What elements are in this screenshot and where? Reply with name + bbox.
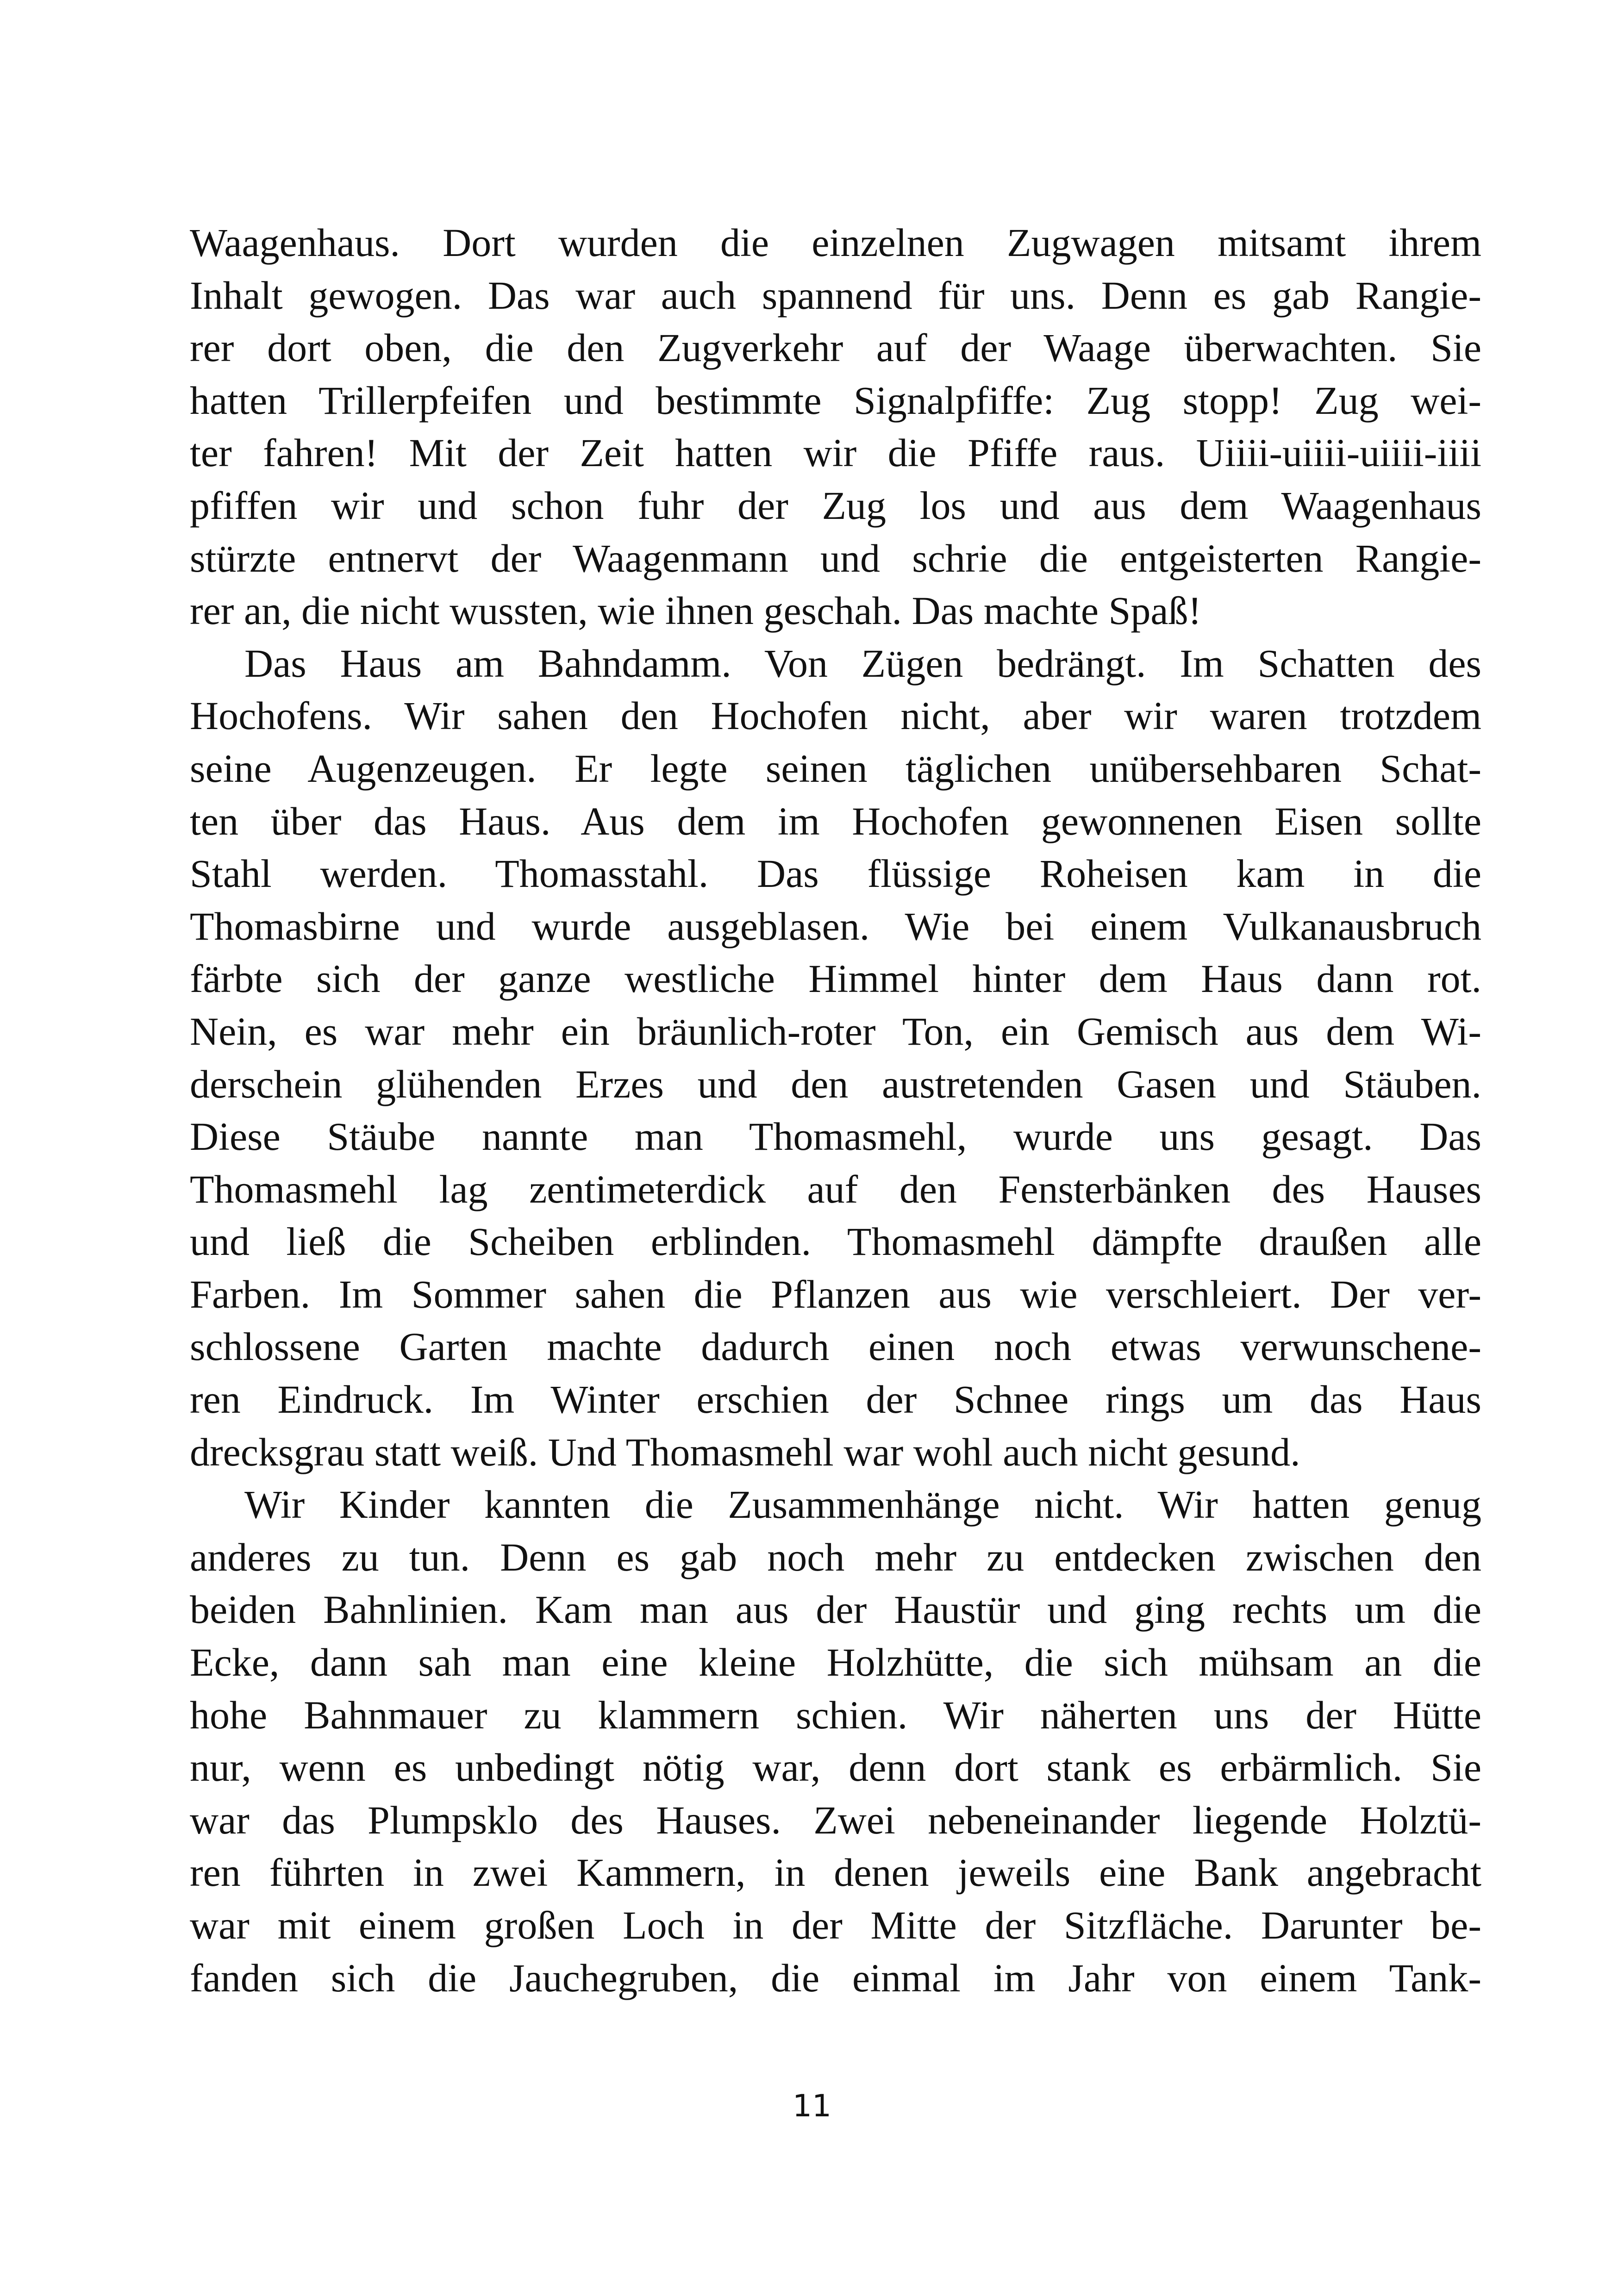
- text-line: Wir Kinder kannten die Zusammenhänge nicht. Wir hatten genug: [244, 1482, 1481, 1527]
- text-line: und ließ die Scheiben erblinden. Thomasmehl dämpfte draußen alle: [190, 1219, 1481, 1264]
- text-line: Waagenhaus. Dort wurden die einzelnen Zugwagen mitsamt ihrem: [190, 220, 1481, 265]
- body-text: [190, 217, 1481, 2004]
- text-line: rer an, die nicht wussten, wie ihnen geschah. Das machte Spaß!: [190, 588, 1202, 633]
- text-line: stürzte entnervt der Waagenmann und schrie die entgeisterten Rangie-: [190, 536, 1481, 580]
- text-line: pfiffen wir und schon fuhr der Zug los und aus dem Waagenhaus: [190, 483, 1481, 528]
- text-line: ren Eindruck. Im Winter erschien der Schnee rings um das Haus: [190, 1377, 1481, 1422]
- text-line: Thomasmehl lag zentimeterdick auf den Fensterbänken des Hauses: [190, 1166, 1481, 1211]
- text-line: Inhalt gewogen. Das war auch spannend für uns. Denn es gab Rangie-: [190, 273, 1481, 318]
- text-line: war mit einem großen Loch in der Mitte der Sitzfläche. Darunter be-: [190, 1903, 1481, 1947]
- text-line: Thomasbirne und wurde ausgeblasen. Wie bei einem Vulkanausbruch: [190, 904, 1481, 948]
- text-line: war das Plumpsklo des Hauses. Zwei nebeneinander liegende Holztü-: [190, 1797, 1481, 1842]
- text-line: rer dort oben, die den Zugverkehr auf der Waage überwachten. Sie: [190, 325, 1481, 370]
- text-line: hatten Trillerpfeifen und bestimmte Signalpfiffe: Zug stopp! Zug wei-: [190, 378, 1481, 423]
- text-line: ren führten in zwei Kammern, in denen jeweils eine Bank angebracht: [190, 1850, 1481, 1895]
- text-line: färbte sich der ganze westliche Himmel hinter dem Haus dann rot.: [190, 956, 1481, 1001]
- page-number: 11: [793, 2088, 831, 2124]
- text-line: fanden sich die Jauchegruben, die einmal im Jahr von einem Tank-: [190, 1955, 1481, 2000]
- text-line: derschein glühenden Erzes und den austretenden Gasen und Stäuben.: [190, 1061, 1481, 1106]
- text-line: ter fahren! Mit der Zeit hatten wir die Pfiffe raus. Uiiii-uiiii-uiiii-iiii: [190, 430, 1481, 475]
- text-line: seine Augenzeugen. Er legte seinen täglichen unübersehbaren Schat-: [190, 746, 1481, 791]
- text-line: drecksgrau statt weiß. Und Thomasmehl war wohl auch nicht gesund.: [190, 1429, 1300, 1474]
- text-line: Diese Stäube nannte man Thomasmehl, wurde uns gesagt. Das: [190, 1114, 1481, 1159]
- text-line: Ecke, dann sah man eine kleine Holzhütte, die sich mühsam an die: [190, 1640, 1481, 1685]
- text-line: Das Haus am Bahndamm. Von Zügen bedrängt. Im Schatten des: [244, 641, 1481, 686]
- text-line: schlossene Garten machte dadurch einen noch etwas verwunschene-: [190, 1324, 1481, 1369]
- paragraph: [190, 217, 1481, 637]
- text-line: Nein, es war mehr ein bräunlich-roter Ton, ein Gemisch aus dem Wi-: [190, 1009, 1481, 1054]
- text-line: Farben. Im Sommer sahen die Pflanzen aus wie verschleiert. Der ver-: [190, 1272, 1481, 1316]
- text-line: beiden Bahnlinien. Kam man aus der Haustür und ging rechts um die: [190, 1587, 1481, 1632]
- paragraph: [190, 637, 1481, 1479]
- text-line: Stahl werden. Thomasstahl. Das flüssige Roheisen kam in die: [190, 851, 1481, 896]
- text-line: ten über das Haus. Aus dem im Hochofen gewonnenen Eisen sollte: [190, 798, 1481, 843]
- paragraph: [190, 1478, 1481, 2004]
- text-line: Hochofens. Wir sahen den Hochofen nicht, aber wir waren trotzdem: [190, 693, 1481, 738]
- text-line: anderes zu tun. Denn es gab noch mehr zu entdecken zwischen den: [190, 1534, 1481, 1579]
- text-line: nur, wenn es unbedingt nötig war, denn dort stank es erbärmlich. Sie: [190, 1745, 1481, 1790]
- text-line: hohe Bahnmauer zu klammern schien. Wir näherten uns der Hütte: [190, 1692, 1481, 1737]
